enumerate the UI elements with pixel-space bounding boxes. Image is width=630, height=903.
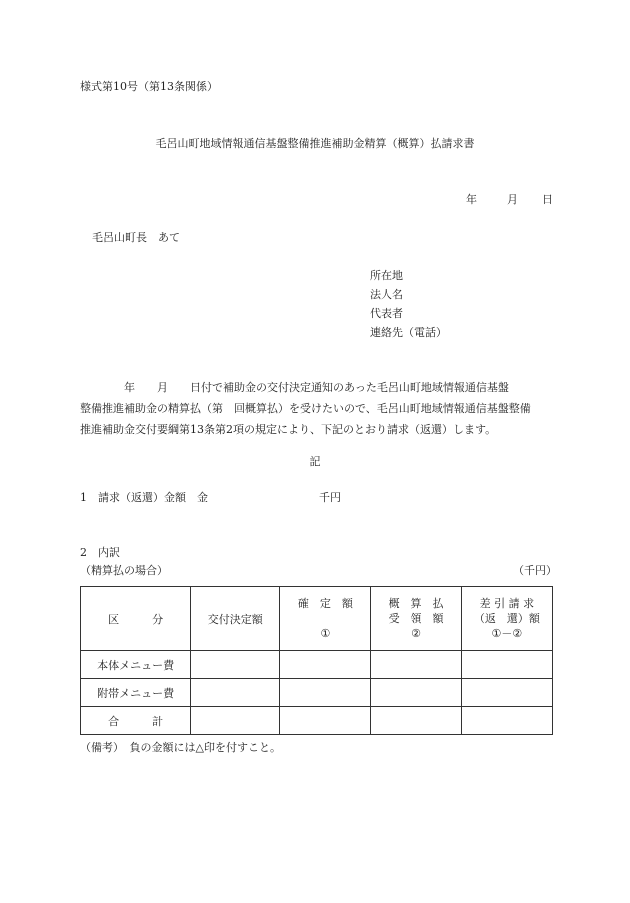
request-amount xyxy=(80,491,341,505)
applicant-fields xyxy=(370,266,447,342)
document-title: 毛呂山町地域情報通信基盤整備推進補助金精算（概算）払請求書 xyxy=(155,137,475,150)
body-line: 整備推進補助金の精算払（第 回概算払）を受けたいので、毛呂山町地域情報通信基盤整備 xyxy=(80,402,531,415)
date-line xyxy=(466,193,553,207)
unit-note: （千円） xyxy=(513,564,557,577)
table-cell xyxy=(461,651,552,679)
header-difference: 差 引 請 求 （返 還）額 ①－② xyxy=(461,587,552,651)
body-line: 推進補助金交付要綱第13条第2項の規定により、下記のとおり請求（返還）します。 xyxy=(80,423,497,436)
table-cell xyxy=(371,679,461,707)
table-cell xyxy=(280,707,371,735)
table-row xyxy=(81,679,553,707)
applicant-location: 所在地 xyxy=(370,269,403,282)
table-cell xyxy=(461,707,552,735)
amount-unit: 千円 xyxy=(319,491,341,504)
breakdown-heading: 2 内訳 xyxy=(80,546,120,559)
breakdown-table xyxy=(80,586,553,735)
date-month: 月 xyxy=(507,193,518,206)
row-label: 合 計 xyxy=(81,707,191,735)
table-cell xyxy=(280,651,371,679)
table-cell xyxy=(461,679,552,707)
table-cell xyxy=(280,679,371,707)
header-confirmed: 確 定 額 ① xyxy=(280,587,371,651)
row-label: 本体メニュー費 xyxy=(81,651,191,679)
date-year: 年 xyxy=(466,193,477,206)
table-cell xyxy=(191,679,280,707)
header-grant-decision: 交付決定額 xyxy=(191,587,280,651)
amount-label: 1 請求（返還）金額 金 xyxy=(80,491,208,504)
body-line: 年 月 日付で補助金の交付決定通知のあった毛呂山町地域情報通信基盤 xyxy=(80,381,509,394)
table-cell xyxy=(191,707,280,735)
table-cell xyxy=(191,651,280,679)
table-row xyxy=(81,707,553,735)
ki-heading: 記 xyxy=(309,455,321,468)
request-body xyxy=(80,377,560,440)
remarks: （備考） 負の金額には△印を付すこと。 xyxy=(80,741,281,754)
applicant-contact: 連絡先（電話） xyxy=(370,326,447,339)
case-note: （精算払の場合） xyxy=(80,564,168,577)
applicant-corporation: 法人名 xyxy=(370,288,403,301)
addressee: 毛呂山町長 あて xyxy=(92,231,180,244)
table-cell xyxy=(371,707,461,735)
date-day: 日 xyxy=(542,193,553,206)
header-advance-received: 概 算 払 受 領 額 ② xyxy=(371,587,461,651)
header-category: 区 分 xyxy=(81,587,191,651)
form-number: 様式第10号（第13条関係） xyxy=(80,80,218,93)
table-cell xyxy=(371,651,461,679)
table-header-row xyxy=(81,587,553,651)
table-row xyxy=(81,651,553,679)
applicant-representative: 代表者 xyxy=(370,307,403,320)
row-label: 附帯メニュー費 xyxy=(81,679,191,707)
